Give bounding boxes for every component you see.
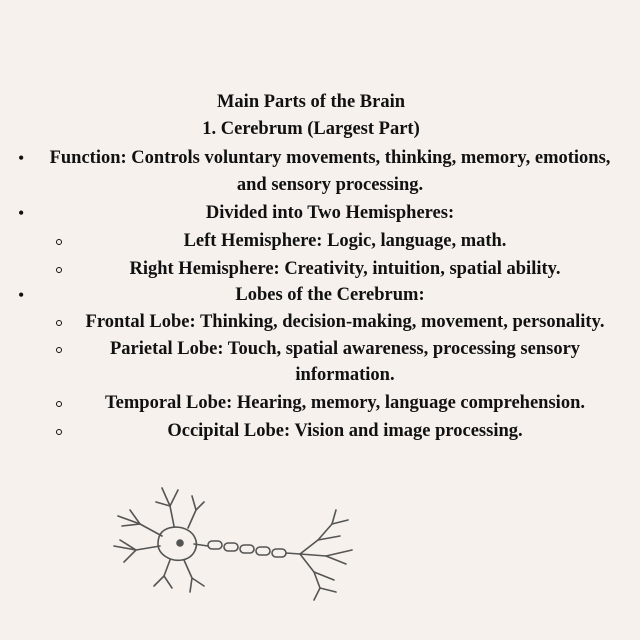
function-text-line1: Function: Controls voluntary movements, thinking, memory, emotions, [49,148,611,168]
section-title: 1. Cerebrum (Largest Part) [202,119,420,139]
neuron-icon [100,480,370,605]
sub-bullet-circle [56,401,62,407]
left-hemisphere-text: Left Hemisphere: Logic, language, math. [183,231,507,251]
parietal-lobe-text-line2: information. [295,365,395,385]
function-text-line2: and sensory processing. [236,175,424,195]
temporal-lobe-text: Temporal Lobe: Hearing, memory, language comprehension. [105,393,585,413]
sub-bullet-circle [56,267,62,273]
sub-bullet-circle [56,429,62,435]
sub-bullet-circle [56,320,62,326]
right-hemisphere-text: Right Hemisphere: Creativity, intuition, spatial ability. [129,259,561,279]
hemispheres-title: Divided into Two Hemispheres: [205,203,455,223]
lobes-title: Lobes of the Cerebrum: [235,285,425,305]
sub-bullet-circle [56,347,62,353]
frontal-lobe-text: Frontal Lobe: Thinking, decision-making, movement, personality. [85,312,605,332]
bullet-dot: • [18,203,25,223]
parietal-lobe-text-line1: Parietal Lobe: Touch, spatial awareness, processing sensory [109,339,581,359]
bullet-dot: • [18,148,25,168]
sub-bullet-circle [56,239,62,245]
bullet-dot: • [18,285,25,305]
page-title: Main Parts of the Brain [216,92,406,112]
occipital-lobe-text: Occipital Lobe: Vision and image processing. [167,421,523,441]
